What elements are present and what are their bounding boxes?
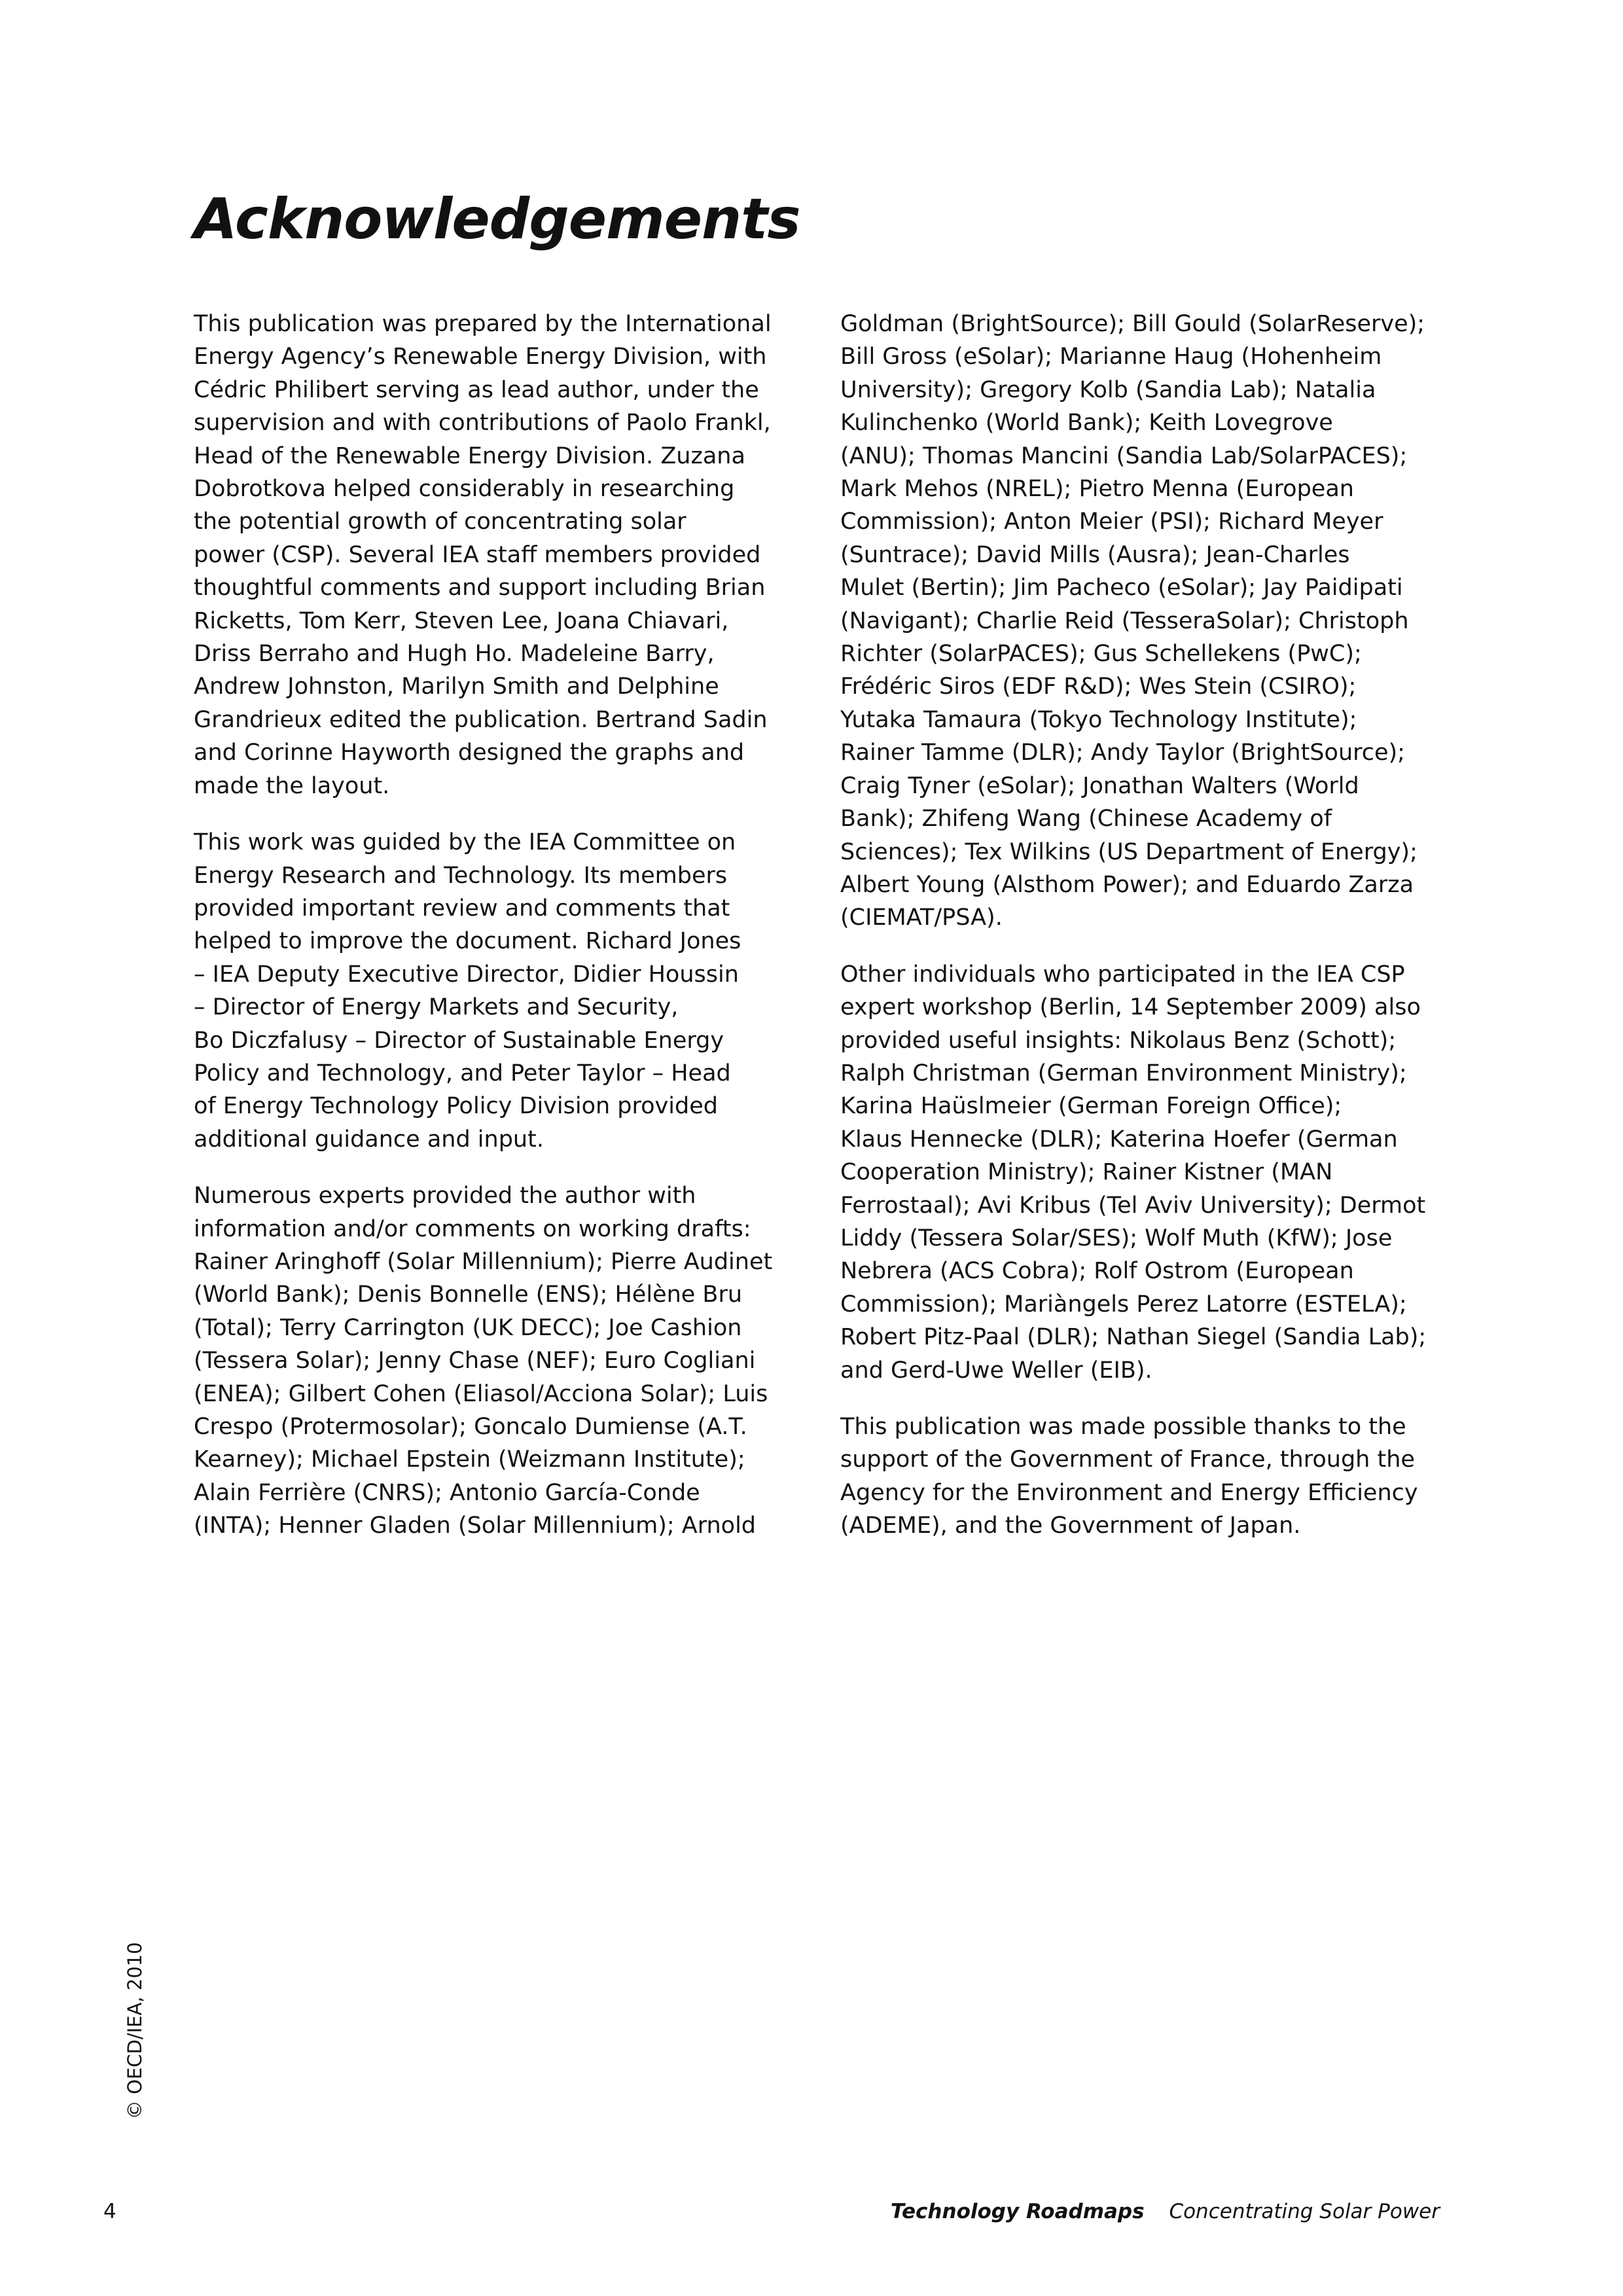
text-line: Cooperation Ministry); Rainer Kistner (MAN <box>840 1159 1333 1186</box>
text-line: (ANU); Thomas Mancini (Sandia Lab/SolarPACES); <box>840 442 1408 469</box>
text-line: expert workshop (Berlin, 14 September 2009) also <box>840 994 1421 1021</box>
text-line: (INTA); Henner Gladen (Solar Millennium); Arnold <box>194 1513 757 1539</box>
text-line: and Corinne Hayworth designed the graphs and <box>194 740 745 766</box>
text-line: (Suntrace); David Mills (Ausra); Jean-Charles <box>840 541 1350 568</box>
text-line: of Energy Technology Policy Division provided <box>194 1093 718 1120</box>
text-line: Craig Tyner (eSolar); Jonathan Walters (World <box>840 772 1359 799</box>
text-line: helped to improve the document. Richard Jones <box>194 928 741 955</box>
text-line: information and/or comments on working drafts: <box>194 1215 751 1242</box>
text-line: Commission); Mariàngels Perez Latorre (ESTELA); <box>840 1291 1407 1318</box>
text-line: Kearney); Michael Epstein (Weizmann Institute); <box>194 1446 745 1473</box>
text-line: power (CSP). Several IEA staff members provided <box>194 541 761 568</box>
text-line: Sciences); Tex Wilkins (US Department of Energy); <box>840 838 1418 865</box>
text-line: Mulet (Bertin); Jim Pacheco (eSolar); Jay Paidipati <box>840 575 1403 601</box>
text-line: provided useful insights: Nikolaus Benz (Schott); <box>840 1027 1397 1054</box>
text-line: This publication was prepared by the International <box>194 311 772 337</box>
text-line: Bill Gross (eSolar); Marianne Haug (Hohenheim <box>840 344 1382 370</box>
paragraph-experts-continued <box>840 308 1442 935</box>
text-line: Policy and Technology, and Peter Taylor – Head <box>194 1060 731 1086</box>
text-line: Ralph Christman (German Environment Ministry); <box>840 1060 1407 1086</box>
text-line: Driss Berraho and Hugh Ho. Madeleine Barry, <box>194 641 715 668</box>
text-line: Agency for the Environment and Energy Efficiency <box>840 1479 1418 1506</box>
text-line: Andrew Johnston, Marilyn Smith and Delphine <box>194 673 719 700</box>
text-line: (CIEMAT/PSA). <box>840 905 1003 931</box>
paragraph-intro <box>194 308 796 802</box>
running-footer <box>891 2202 1440 2222</box>
text-line: This work was guided by the IEA Committee on <box>194 829 736 856</box>
text-line: Other individuals who participated in the IEA CSP <box>840 961 1405 988</box>
text-line: Frédéric Siros (EDF R&D); Wes Stein (CSIRO); <box>840 673 1357 700</box>
text-line: Goldman (BrightSource); Bill Gould (SolarReserve); <box>840 311 1425 337</box>
text-line: Bank); Zhifeng Wang (Chinese Academy of <box>840 806 1332 833</box>
text-line: Bo Diczfalusy – Director of Sustainable Energy <box>194 1027 724 1054</box>
page-number: 4 <box>103 2200 116 2223</box>
text-line: Robert Pitz-Paal (DLR); Nathan Siegel (Sandia Lab); <box>840 1324 1427 1351</box>
text-line: supervision and with contributions of Paolo Frankl, <box>194 410 771 437</box>
text-line: additional guidance and input. <box>194 1126 544 1153</box>
text-line: (World Bank); Denis Bonnelle (ENS); Hélène Bru <box>194 1282 743 1308</box>
text-line: Liddy (Tessera Solar/SES); Wolf Muth (KfW); Jose <box>840 1225 1393 1251</box>
text-line: Numerous experts provided the author with <box>194 1183 696 1210</box>
text-line: This publication was made possible thanks to the <box>840 1414 1406 1440</box>
footer-series-title: Technology Roadmaps <box>890 2200 1145 2223</box>
text-line: thoughtful comments and support including Brian <box>194 575 766 601</box>
paragraph-workshop <box>840 958 1442 1387</box>
text-line: Cédric Philibert serving as lead author, under the <box>194 376 759 403</box>
text-line: Dobrotkova helped considerably in researching <box>194 476 735 503</box>
text-line: provided important review and comments that <box>194 895 730 922</box>
text-line: – IEA Deputy Executive Director, Didier Houssin <box>194 961 739 988</box>
text-line: Karina Haüslmeier (German Foreign Office); <box>840 1093 1342 1120</box>
text-line: University); Gregory Kolb (Sandia Lab); Natalia <box>840 376 1376 403</box>
text-line: Ricketts, Tom Kerr, Steven Lee, Joana Chiavari, <box>194 607 729 634</box>
text-line: Grandrieux edited the publication. Bertrand Sadin <box>194 706 768 733</box>
text-line: Kulinchenko (World Bank); Keith Lovegrove <box>840 410 1333 437</box>
text-line: made the layout. <box>194 772 390 799</box>
text-line: Richter (SolarPACES); Gus Schellekens (PwC); <box>840 641 1362 668</box>
text-line: (Total); Terry Carrington (UK DECC); Joe Cashion <box>194 1314 742 1341</box>
text-line: (Tessera Solar); Jenny Chase (NEF); Euro Cogliani <box>194 1348 756 1374</box>
left-column <box>194 308 796 1566</box>
text-line: and Gerd-Uwe Weller (EIB). <box>840 1357 1152 1384</box>
text-line: Rainer Tamme (DLR); Andy Taylor (BrightSource); <box>840 740 1405 766</box>
text-line: (Navigant); Charlie Reid (TesseraSolar); Christoph <box>840 607 1409 634</box>
text-line: (ENEA); Gilbert Cohen (Eliasol/Acciona Solar); Luis <box>194 1380 768 1407</box>
text-line: Nebrera (ACS Cobra); Rolf Ostrom (European <box>840 1258 1354 1285</box>
text-line: Commission); Anton Meier (PSI); Richard Meyer <box>840 509 1383 535</box>
paragraph-committee <box>194 826 796 1156</box>
text-line: Alain Ferrière (CNRS); Antonio García-Conde <box>194 1479 700 1506</box>
text-line: Mark Mehos (NREL); Pietro Menna (European <box>840 476 1354 503</box>
paragraph-experts <box>194 1179 796 1542</box>
right-column <box>840 308 1442 1566</box>
page-title: Acknowledgements <box>194 187 800 252</box>
text-line: Crespo (Protermosolar); Goncalo Dumiense (A.T. <box>194 1414 747 1440</box>
text-line: Energy Research and Technology. Its members <box>194 862 728 889</box>
footer-subject-title: Concentrating Solar Power <box>1169 2200 1440 2223</box>
text-line: – Director of Energy Markets and Security, <box>194 994 679 1021</box>
text-line: Energy Agency’s Renewable Energy Division, with <box>194 344 767 370</box>
copyright-notice: © OECD/IEA, 2010 <box>124 1942 146 2119</box>
text-line: the potential growth of concentrating solar <box>194 509 687 535</box>
text-line: Head of the Renewable Energy Division. Zuzana <box>194 442 745 469</box>
text-line: Albert Young (Alsthom Power); and Eduardo Zarza <box>840 871 1414 898</box>
text-line: support of the Government of France, through the <box>840 1446 1415 1473</box>
text-line: Ferrostaal); Avi Kribus (Tel Aviv University); Dermot <box>840 1192 1426 1219</box>
text-line: (ADEME), and the Government of Japan. <box>840 1513 1301 1539</box>
text-line: Yutaka Tamaura (Tokyo Technology Institute); <box>840 706 1357 733</box>
paragraph-funding <box>840 1410 1442 1543</box>
text-line: Klaus Hennecke (DLR); Katerina Hoefer (German <box>840 1126 1398 1153</box>
text-line: Rainer Aringhoff (Solar Millennium); Pierre Audinet <box>194 1248 773 1275</box>
